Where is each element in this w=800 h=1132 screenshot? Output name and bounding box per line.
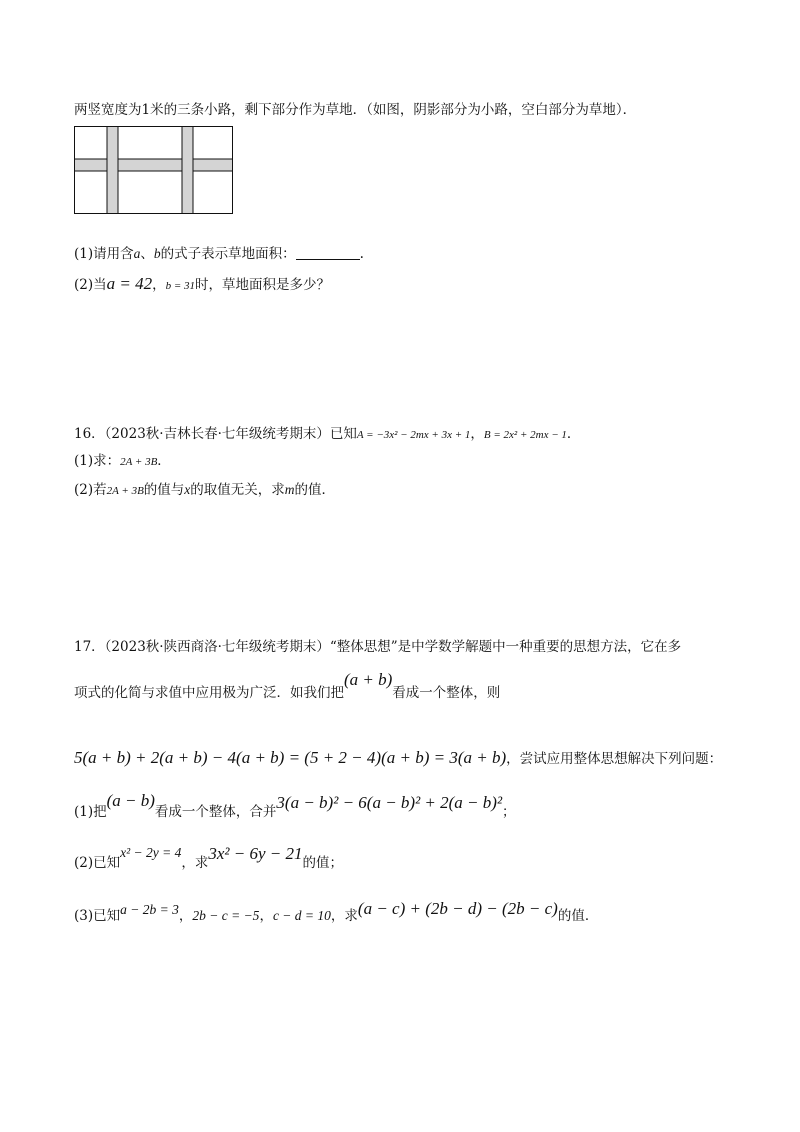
q15-part1: (1)请用含a、b的式子表示草地面积： . bbox=[74, 246, 364, 262]
q16-part2: (2)若2A + 3B的值与x的取值无关，求m的值． bbox=[74, 482, 336, 498]
q17-part2: (2)已知x² − 2y = 4，求3x² − 6y − 21的值； bbox=[74, 844, 344, 871]
answer-blank bbox=[296, 245, 360, 260]
q15-part2: (2)当a = 42，b = 31时，草地面积是多少？ bbox=[74, 274, 331, 293]
q17-part1: (1)把(a − b)看成一个整体，合并3(a − b)² − 6(a − b)² + 2(a − b)²； bbox=[74, 791, 516, 820]
lawn-path-figure bbox=[74, 126, 234, 216]
q17-part3: (3)已知a − 2b = 3，2b − c = −5，c − d = 10，求(a − c) + (2b − d) − (2b − c)的值． bbox=[74, 899, 599, 924]
intro-text: 两竖宽度为1米的三条小路，剩下部分作为草地．（如图，阴影部分为小路，空白部分为草地）． bbox=[74, 102, 637, 118]
q17-heading: 17．（2023秋·陕西商洛·七年级统考期末）“整体思想”是中学数学解题中一种重要的思想方法，它在多 bbox=[74, 639, 682, 655]
q17-line2: 项式的化简与求值中应用极为广泛．如我们把(a + b)看成一个整体，则 bbox=[74, 670, 501, 701]
horizontal-path bbox=[75, 159, 233, 171]
q16-heading: 16．（2023秋·吉林长春·七年级统考期末）已知A = −3x² − 2mx + 3x + 1，B = 2x² + 2mx − 1． bbox=[74, 426, 581, 442]
q17-line3: 5(a + b) + 2(a + b) − 4(a + b) = (5 + 2 − 4)(a + b) = 3(a + b)，尝试应用整体思想解决下列问题： bbox=[74, 748, 723, 767]
q16-part1: (1)求：2A + 3B． bbox=[74, 453, 171, 469]
